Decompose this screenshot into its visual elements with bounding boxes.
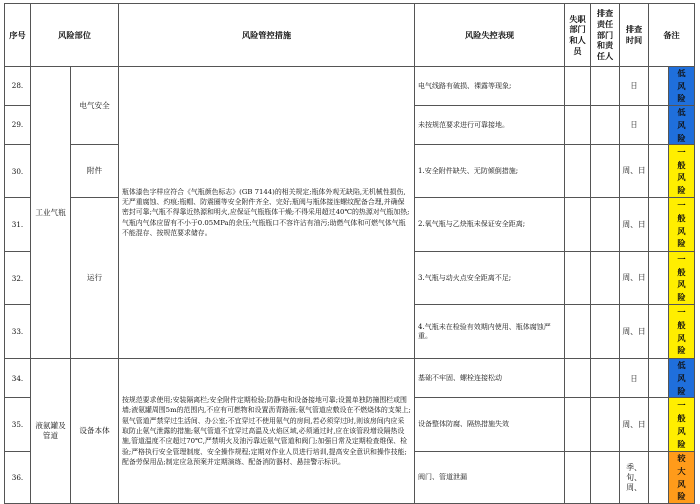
header-performance: 风险失控表现 [415, 4, 565, 67]
header-responsible: 失职部门和人员 [565, 4, 591, 67]
risk-level-badge: 一 般 风 险 [669, 145, 695, 198]
table-row [5, 359, 695, 398]
check-time: 周、日 [620, 398, 649, 452]
checker-cell [591, 359, 620, 398]
checker-cell [591, 398, 620, 452]
note-cell [649, 452, 669, 504]
row-seq: 31. [5, 198, 31, 252]
responsible-cell [565, 452, 591, 504]
header-seq: 序号 [5, 4, 31, 67]
note-cell [649, 67, 669, 106]
checker-cell [591, 252, 620, 305]
risk-performance: 1.安全附件缺失、无防倾倒措施; [415, 145, 565, 198]
risk-performance: 4.气瓶未在检验有效期内使用、瓶体腐蚀严重。 [415, 305, 565, 359]
header-row [5, 4, 695, 67]
check-time: 日 [620, 106, 649, 145]
risk-performance: 阀门、管道泄漏 [415, 452, 565, 504]
checker-cell [591, 106, 620, 145]
row-seq: 35. [5, 398, 31, 452]
header-note: 备注 [649, 4, 695, 67]
checker-cell [591, 145, 620, 198]
responsible-cell [565, 398, 591, 452]
note-cell [649, 398, 669, 452]
risk-performance: 电气线路有破损、裸露等现象; [415, 67, 565, 106]
risk-performance: 3.气瓶与动火点安全距离不足; [415, 252, 565, 305]
header-measures: 风险管控措施 [119, 4, 415, 67]
risk-performance: 设备整体防腐、隔热措施失效 [415, 398, 565, 452]
check-time: 周、日 [620, 145, 649, 198]
note-cell [649, 359, 669, 398]
risk-level-badge: 低 风 险 [669, 106, 695, 145]
check-time: 周、日 [620, 252, 649, 305]
row-seq: 34. [5, 359, 31, 398]
row-seq: 29. [5, 106, 31, 145]
risk-control-table [4, 3, 695, 504]
note-cell [649, 305, 669, 359]
responsible-cell [565, 145, 591, 198]
sub-location-accessories: 附件 [71, 145, 119, 198]
header-check-time: 排查时间 [620, 4, 649, 67]
note-cell [649, 198, 669, 252]
checker-cell [591, 67, 620, 106]
risk-level-badge: 较 大 风 险 [669, 452, 695, 504]
risk-level-badge: 一 般 风 险 [669, 305, 695, 359]
responsible-cell [565, 67, 591, 106]
check-time: 周、日 [620, 305, 649, 359]
row-seq: 32. [5, 252, 31, 305]
group-liquid-ammonia: 液氨罐及管道 [31, 359, 71, 504]
risk-level-badge: 低 风 险 [669, 67, 695, 106]
note-cell [649, 106, 669, 145]
risk-level-badge: 一 般 风 险 [669, 252, 695, 305]
responsible-cell [565, 106, 591, 145]
table-row [5, 67, 695, 106]
risk-level-badge: 一 般 风 险 [669, 398, 695, 452]
sub-location-electrical: 电气安全 [71, 67, 119, 145]
risk-performance: 基础不牢固、螺栓连接松动 [415, 359, 565, 398]
note-cell [649, 145, 669, 198]
row-seq: 30. [5, 145, 31, 198]
header-location: 风险部位 [31, 4, 119, 67]
risk-level-badge: 一 般 风 险 [669, 198, 695, 252]
checker-cell [591, 452, 620, 504]
responsible-cell [565, 305, 591, 359]
check-time: 周、日 [620, 198, 649, 252]
note-cell [649, 252, 669, 305]
checker-cell [591, 198, 620, 252]
sub-location-operation: 运行 [71, 198, 119, 359]
check-time: 季、旬、周、 [620, 452, 649, 504]
responsible-cell [565, 198, 591, 252]
group-gas-cylinder: 工业气瓶 [31, 67, 71, 359]
row-seq: 33. [5, 305, 31, 359]
row-seq: 36. [5, 452, 31, 504]
responsible-cell [565, 359, 591, 398]
risk-performance: 2.氧气瓶与乙炔瓶未保证安全距离; [415, 198, 565, 252]
risk-level-badge: 低 风 险 [669, 359, 695, 398]
row-seq: 28. [5, 67, 31, 106]
header-checker: 排查责任部门和责任人 [591, 4, 620, 67]
risk-performance: 未按规范要求进行可靠接地。 [415, 106, 565, 145]
checker-cell [591, 305, 620, 359]
sub-location-equipment: 设备本体 [71, 359, 119, 504]
check-time: 日 [620, 67, 649, 106]
check-time: 日 [620, 359, 649, 398]
responsible-cell [565, 252, 591, 305]
measures-gas-cylinder: 瓶体漆色字样应符合《气瓶颜色标志》(GB 7144)的相关规定;瓶体外观无缺陷,无机械性损伤,无严重腐蚀、灼痕;瓶帽、防震圈等安全附件齐全、完好;瓶阀与瓶体接连螺纹配备合理,并确保密封可靠;气瓶不得靠近热源和明火,应保证气瓶瓶体干燥;不得采用超过40℃的热源对气瓶加热;气瓶内气体应留有不小于0.05MPa的余压;气瓶瓶口不容许沾有油污;助燃气体和可燃气体气瓶不能混存、按规范要求储存。 [119, 67, 415, 359]
measures-liquid-ammonia: 按规范要求使用;安装隔离栏;安全附件定期检验;防静电和设备接地可靠;设置单独防撞围栏或围墙;液氨罐周围5m的范围内,不应有可燃物和设置沥青路面;氨气管道应敷设在不燃烧体的支架上;氨气管道严禁穿过生活间、办公室;不宜穿过不使用氨气的房间,若必须穿过时,则该房间内应采取防止氨气泄露的措施;氨气管道不宜穿过高温及火焰区域,必须通过时,应在该管段增设隔热设施,管道温度不应超过70℃,严禁明火及油污靠近氨气管道和阀门;加强日常及定期检查维保、检验;严格执行安全管理制度、安全操作规程;定期对作业人员进行培训,提高安全意识和操作技能;配备劳保用品;制定应急预案并定期演练、配备消防器材、悬挂警示标识。 [119, 359, 415, 504]
